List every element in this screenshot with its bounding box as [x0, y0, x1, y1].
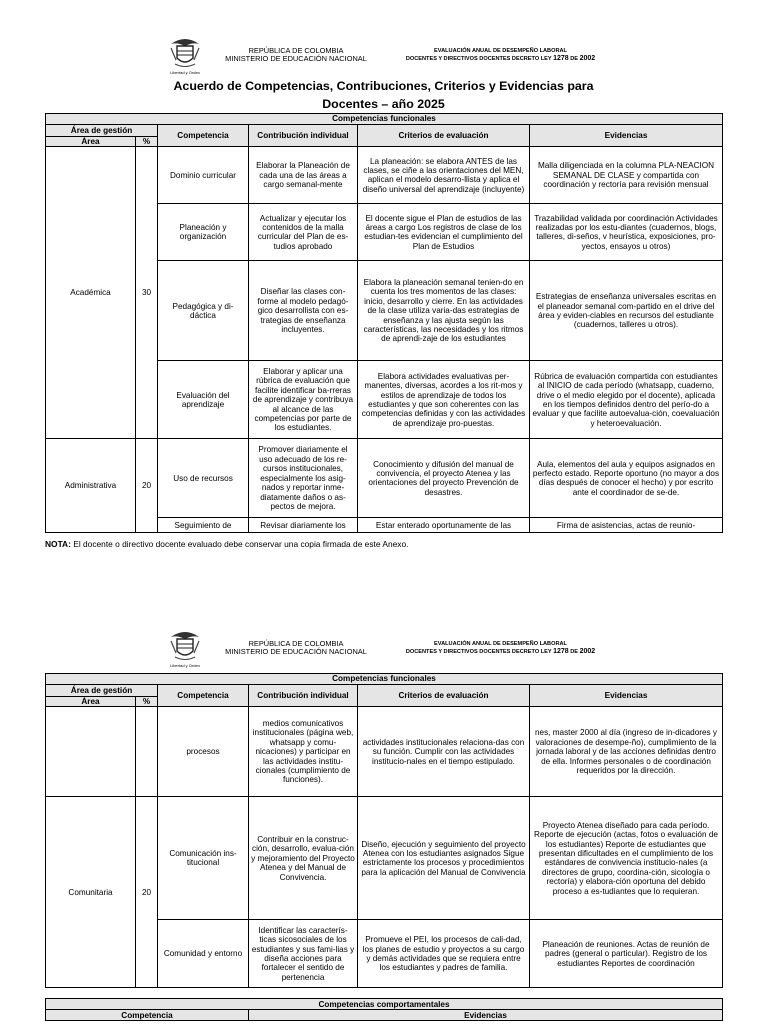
coat-of-arms — [167, 36, 203, 76]
title-line-1: Acuerdo de Competencias, Contribuciones, Criterios y Evidencias para — [173, 79, 594, 93]
area-cell — [46, 707, 136, 797]
page-header — [45, 629, 722, 669]
table-row — [46, 147, 723, 204]
criterios-cell: El docente sigue el Plan de estudios de las áreas a cargo Los registros de clase de los estudian-tes evidencian el cumplimiento del Plan de Estudios — [358, 204, 530, 261]
evaluation-decree: DOCENTES Y DIRECTIVOS DOCENTES DECRETO LEY 1278 DE 2002 — [405, 55, 596, 62]
table-row — [46, 707, 723, 797]
competencia-cell: procesos — [158, 707, 249, 797]
competencia-cell: Pedagógica y di-dáctica — [158, 261, 249, 361]
evidencias-header: Evidencias — [530, 685, 723, 707]
evidencias-cell: Malla diligenciada en la columna PLA-NEACION SEMANAL DE CLASE y compartida con coordinación y rectoría para revisión mensual — [530, 147, 723, 204]
area-cell: Académica — [46, 147, 136, 439]
area-cell: Administrativa — [46, 439, 136, 533]
evaluation-block — [379, 640, 622, 656]
evaluation-block — [379, 47, 622, 63]
evaluation-title: EVALUACIÓN ANUAL DE DESEMPEÑO LABORAL — [434, 48, 567, 54]
criterios-cell: Estar enterado oportunamente de las — [358, 518, 530, 533]
contribucion-header: Contribución individual — [249, 125, 358, 147]
table-row — [46, 797, 723, 920]
criterios-cell: Elabora actividades evaluativas per-manentes, diversas, acordes a los rit-mos y estilos de aprendizaje de todos los estudiantes y que son coherentes con las competencias definidas y con las actividades de aprendizaje pro-puestas. — [358, 361, 530, 439]
percent-cell — [136, 707, 158, 797]
republic-name: REPÚBLICA DE COLOMBIA — [248, 46, 344, 55]
criterios-cell: Elabora la planeación semanal tenien-do en cuenta los tres momentos de las clases: inicio, desarrollo y cierre. En las actividades de la clase utiliza varia-das estrategias de enseñanza y las ajusta según las características, las necesidades y los ritmos de aprendi-zaje de los estudiantes — [358, 261, 530, 361]
criterios-header: Criterios de evaluación — [358, 685, 530, 707]
area-header: Área — [46, 697, 136, 707]
functional-competencies-table — [45, 673, 723, 988]
contribucion-cell: medios comunicativos institucionales (página web, whatsapp y comu-nicaciones) y participar en las actividades institu-cionales (cumplimiento de funciones). — [249, 707, 358, 797]
competencia-cell: Planeación y organización — [158, 204, 249, 261]
evidencias-cell: Rúbrica de evaluación compartida con estudiantes al INICIO de cada período (whatsapp, cuaderno, drive o el medio elegido por el docente), aplicada en los tiempos definidos dentro del perío-do a evaluar y que facilite autoevalua-ción, coevaluación y heteroevaluación. — [530, 361, 723, 439]
criterios-header: Criterios de evaluación — [358, 125, 530, 147]
evidencias-cell: Planeación de reuniones. Actas de reunión de padres (general o particular). Registro de los estudiantes Reportes de coordinación — [530, 920, 723, 988]
section-header: Competencias funcionales — [46, 114, 723, 125]
section-header: Competencias comportamentales — [46, 999, 723, 1010]
republic-name: REPÚBLICA DE COLOMBIA — [248, 639, 344, 648]
percent-cell: 20 — [136, 439, 158, 533]
area-gestion-header: Área de gestión — [46, 685, 158, 697]
criterios-cell: actividades institucionales relaciona-das con su función. Cumplir con las actividades institucio-nales en el tiempo estipulado. — [358, 707, 530, 797]
criterios-cell: Promueve el PEI, los procesos de cali-dad, los planes de estudio y proyectos a su cargo y demás actividades que se requiera entre los estudiantes y padres de familia. — [358, 920, 530, 988]
competencia-header: Competencia — [158, 125, 249, 147]
evidencias-header: Evidencias — [249, 1010, 723, 1021]
page-1 — [45, 36, 722, 549]
coat-of-arms-motto: Libertad y Orden — [170, 70, 200, 75]
percent-cell: 20 — [136, 797, 158, 988]
contribucion-cell: Actualizar y ejecutar los contenidos de la malla curricular del Plan de es-tudios aprobado — [249, 204, 358, 261]
ministry-name: MINISTERIO DE EDUCACIÓN NACIONAL — [225, 54, 367, 63]
coat-of-arms-motto: Libertad y Orden — [170, 663, 200, 668]
evidencias-cell: Proyecto Atenea diseñado para cada período. Reporte de ejecución (actas, fotos o evaluación de los estudiantes) Reporte de estudiantes que presentan dificultades en el cumplimiento de los estándares de convivencia institucio-nales (a directores de grupo, coordina-ción, sicología o rectoría) y elabora-ción oportuna del debido proceso a es-tudiantes que lo requieran. — [530, 797, 723, 920]
competencia-header: Competencia — [158, 685, 249, 707]
contribucion-cell: Revisar diariamente los — [249, 518, 358, 533]
percent-header: % — [136, 137, 158, 147]
competencia-cell: Seguimiento de — [158, 518, 249, 533]
functional-competencies-table — [45, 113, 723, 533]
competencia-cell: Dominio curricular — [158, 147, 249, 204]
criterios-cell: La planeación: se elabora ANTES de las clases, se ciñe a las orientaciones del MEN, aplican el modelo desarro-llista y aplica el diseño universal del aprendizaje (incluyente) — [358, 147, 530, 204]
evaluation-title: EVALUACIÓN ANUAL DE DESEMPEÑO LABORAL — [434, 641, 567, 647]
area-cell: Comunitaria — [46, 797, 136, 988]
competencia-cell: Comunidad y entorno — [158, 920, 249, 988]
contribucion-cell: Diseñar las clases con-forme al modelo pedagó-gico desarrollista con es-trategias de enseñanza incluyentes. — [249, 261, 358, 361]
contribucion-cell: Identificar las caracterís-ticas sicosociales de los estudiantes y sus fami-lias y diseña acciones para fortalecer el sentido de pertenencia — [249, 920, 358, 988]
title-line-2: Docentes – año 2025 — [322, 97, 445, 111]
document-title — [45, 77, 722, 113]
contribucion-header: Contribución individual — [249, 685, 358, 707]
section-header: Competencias funcionales — [46, 674, 723, 685]
evidencias-cell: nes, master 2000 al día (ingreso de in-dicadores y valoraciones de desempe-ño), cumplimiento de la jornada laboral y de las acciones definidas dentro de ella. Informes personales o de coordinación requeridos por la dirección. — [530, 707, 723, 797]
contribucion-cell: Contribuir en la construc-ción, desarrollo, evalua-ción y mejoramiento del Proyecto Atenea y del Manual de Convivencia. — [249, 797, 358, 920]
page-2 — [45, 629, 722, 1021]
area-gestion-header: Área de gestión — [46, 125, 158, 137]
behavioral-competencies-table — [45, 998, 723, 1021]
percent-header: % — [136, 697, 158, 707]
competencia-cell: Comunicación ins-titucional — [158, 797, 249, 920]
evidencias-cell: Aula, elementos del aula y equipos asignados en perfecto estado. Reporte oportuno (no mayor a dos días después de conocer el hecho) y por escrito ante el coordinador de se-de. — [530, 439, 723, 518]
republic-block — [221, 640, 371, 656]
evidencias-header: Evidencias — [530, 125, 723, 147]
republic-block — [221, 47, 371, 63]
evidencias-cell: Estrategias de enseñanza universales escritas en el planeador semanal com-partido en el drive del área y eviden-ciables en recursos del estudiante (cuadernos, talleres u otros). — [530, 261, 723, 361]
contribucion-cell: Promover diariamente el uso adecuado de los re-cursos institucionales, especialmente los asig-nados y reportar inme-diatamente daños o as-pectos de mejora. — [249, 439, 358, 518]
competencia-cell: Evaluación del aprendizaje — [158, 361, 249, 439]
contribucion-cell: Elaborar y aplicar una rúbrica de evaluación que facilite identificar ba-rreras de aprendizaje y contribuya al alcance de las competencias por parte de los estudiantes. — [249, 361, 358, 439]
criterios-cell: Diseño, ejecución y seguimiento del proyecto Atenea con los estudiantes asignados Sigue estrictamente los procesos y procedimientos para la aplicación del Manual de Convivencia — [358, 797, 530, 920]
evidencias-cell: Trazabilidad validada por coordinación Actividades realizadas por los estu-diantes (cuadernos, blogs, talleres, di-seños, v heurística, exposiciones, pro-yectos, ensayos u otros) — [530, 204, 723, 261]
footnote: NOTA: El docente o directivo docente evaluado debe conservar una copia firmada de este Anexo. — [45, 539, 409, 550]
area-header: Área — [46, 137, 136, 147]
evaluation-decree: DOCENTES Y DIRECTIVOS DOCENTES DECRETO LEY 1278 DE 2002 — [405, 648, 596, 655]
ministry-name: MINISTERIO DE EDUCACIÓN NACIONAL — [225, 647, 367, 656]
percent-cell: 30 — [136, 147, 158, 439]
competencia-cell: Uso de recursos — [158, 439, 249, 518]
evidencias-cell: Firma de asistencias, actas de reunio- — [530, 518, 723, 533]
contribucion-cell: Elaborar la Planeación de cada una de las áreas a cargo semanal-mente — [249, 147, 358, 204]
table-row — [46, 439, 723, 518]
coat-of-arms-icon — [167, 629, 203, 663]
coat-of-arms-icon — [167, 36, 203, 70]
coat-of-arms — [167, 629, 203, 669]
page-header — [45, 36, 722, 76]
competencia-header: Competencia — [46, 1010, 249, 1021]
criterios-cell: Conocimiento y difusión del manual de convivencia, el proyecto Atenea y las orientaciones del proyecto Prevención de desastres. — [358, 439, 530, 518]
